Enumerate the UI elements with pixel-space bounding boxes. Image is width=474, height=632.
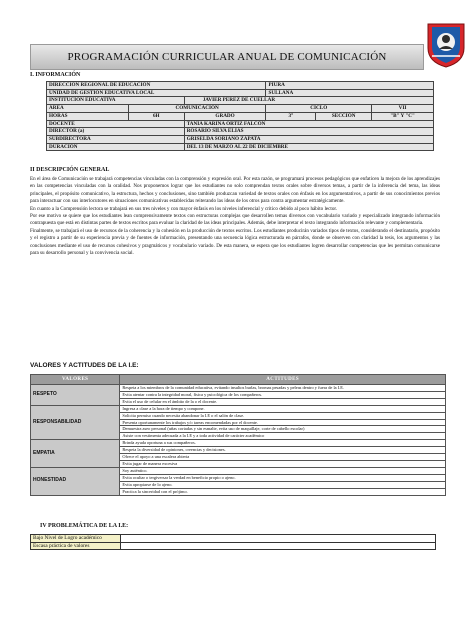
- column-header-valores: VALORES: [31, 375, 120, 385]
- table-row: [31, 542, 436, 550]
- table-row: DIRECCIÓN REGIONAL DE EDUCACIÓN PIURA: [47, 82, 434, 90]
- table-row: Practica la sinceridad con el prójimo.: [31, 488, 446, 495]
- school-crest-logo: [425, 22, 467, 68]
- table-row: Ofrece el apoyo a una escalera abierta: [31, 454, 446, 461]
- section-2-heading: II DESCRIPCIÓN GENERAL: [30, 167, 110, 173]
- section-1-heading: I. INFORMACIÓN: [30, 72, 81, 78]
- paragraph: Finalmente, se trabajará el uso de recursos de la coherencia y la cohesión en la producción de textos escritos. Los estudiantes producirán variados tipos de textos, considerando el destinatario, propósito y el registro a partir de su experiencia previa y de fuentes de información, presentando una secuencia lógica estructurada en párrafos, donde se observen con claridad la tesis, los argumentos y las conclusiones mediante el uso de recursos cohesivos y pragmáticos y vocabulario variado. De esta manera, se espera que los estudiantes logren desarrollar competencias que les permitan comunicarse para su desarrollo personal y la convivencia social.: [30, 227, 440, 257]
- table-row: HORAS 6H GRADO 3° SECCIÓN "B" Y "C": [47, 112, 434, 120]
- table-row: HONESTIDAD Soy auténtico.: [31, 467, 446, 474]
- general-description: [30, 176, 440, 257]
- value-respeto: RESPETO: [31, 385, 120, 406]
- section-4-heading: IV PROBLEMÁTICA DE LA I.E:: [40, 523, 129, 529]
- table-row: RESPONSABILIDAD Ingresa a clase a la hora de tiempo y compone.: [31, 405, 446, 412]
- problems-table: [30, 534, 436, 550]
- table-row: Evita el uso de celular en el ámbito de la o el docente.: [31, 398, 446, 405]
- table-row: DURACIÓN DEL 13 DE MARZO AL 22 DE DICIEMBRE: [47, 143, 434, 151]
- table-row: INSTITUCIÓN EDUCATIVA JAVIER PEREZ DE CUELLAR: [47, 97, 434, 105]
- title-text: PROGRAMACIÓN CURRICULAR ANUAL DE COMUNICACIÓN: [67, 51, 387, 63]
- problem-item: Escasa práctica de valores: [31, 542, 121, 550]
- paragraph: En cuanto a la Comprensión lectora se trabajará en sus tres niveles y con mayor énfasis en los niveles inferencial y crítico debido al poco hábito lector.: [30, 205, 338, 212]
- table-row: Evita apropiarse de lo ajeno.: [31, 481, 446, 488]
- document-title: [30, 44, 424, 70]
- table-row: Solicita permiso cuando necesita abandonar la I.E o el salón de clase.: [31, 412, 446, 419]
- value-empatia: EMPATIA: [31, 440, 120, 468]
- table-row: Presenta oportunamente los trabajos y/o tareas encomendadas por el docente.: [31, 419, 446, 426]
- table-row: DIRECTOR (a) ROSARIO SILVA ELIAS: [47, 128, 434, 136]
- table-row: ÁREA COMUNICACIÓN CICLO VII: [47, 105, 434, 113]
- section-3-heading: VALORES Y ACTITUDES DE LA I.E:: [30, 362, 139, 369]
- table-header-row: [31, 375, 446, 385]
- table-row: Asiste con vestimenta adecuada a la I.E y a toda actividad de carácter académico: [31, 433, 446, 440]
- table-row: EMPATIA Brinda ayuda oportuna a sus compañeros.: [31, 440, 446, 447]
- value-responsabilidad: RESPONSABILIDAD: [31, 405, 120, 440]
- information-table: [46, 81, 434, 151]
- paragraph: En el área de Comunicación se trabajará competencias vinculadas con la comprensión y expresión oral. Por esta razón, se programará procesos pedagógicos que enfaticen la mejora de los aprendizajes en las competencias vinculadas con la oralidad. Nos proponemos lograr que los estudiantes no solo comprendan textos orales sobre diversos temas, a partir de la inferencia del tema, las ideas principales, el propósito comunicativo, la estructura, hechos y conclusiones, sino también produzcan variedad de textos orales con énfasis en los argumentativos, a partir de sus conocimientos previos para interactuar con sus interlocutores en situaciones comunicativas establecidas reiterando las ideas de los otros para contra argumentar estratégicamente.: [30, 176, 440, 205]
- table-row: Evita ocultar o tergiversar la verdad en beneficio propio o ajeno.: [31, 474, 446, 481]
- table-row: Evita jugar de manera excesiva: [31, 460, 446, 467]
- table-row: SUBDIRECTORA GRISELDA SORIANO ZAPATA: [47, 135, 434, 143]
- table-row: Respeta la diversidad de opiniones, creencias y decisiones.: [31, 447, 446, 454]
- problem-item: Bajo Nivel de Logro académico: [31, 535, 121, 543]
- table-row: DOCENTE TANIA KARINA ORTIZ FALCÓN: [47, 120, 434, 128]
- table-row: RESPETO Respeta a los miembros de la comunidad educativa, evitando insultos burlas, bromas pesadas y peleas dentro y fuera de la I.E.: [31, 385, 446, 392]
- values-table: [30, 374, 446, 496]
- table-row: Demuestra aseo personal (uñas cortadas y sin esmalte, evita uso de maquillaje, corte de cabello escolar): [31, 426, 446, 433]
- column-header-actitudes: ACTITUDES: [120, 375, 446, 385]
- table-row: UNIDAD DE GESTIÓN EDUCATIVA LOCAL SULLANA: [47, 89, 434, 97]
- table-row: [31, 535, 436, 543]
- table-row: Evita atentar contra la integridad moral, física y psicológica de los compañeros.: [31, 391, 446, 398]
- paragraph: Por ese motivo se quiere que los estudiantes lean comprensivamente textos con estructuras complejas que desarrollen temas diversos con vocabulario variado y especializado integrando información contrapuesta que está en distintas partes de textos escritos para evaluar la claridad de las ideas principales. Además, debe interpretar el texto integrando información relevante y complementaria.: [30, 213, 440, 227]
- value-honestidad: HONESTIDAD: [31, 467, 120, 495]
